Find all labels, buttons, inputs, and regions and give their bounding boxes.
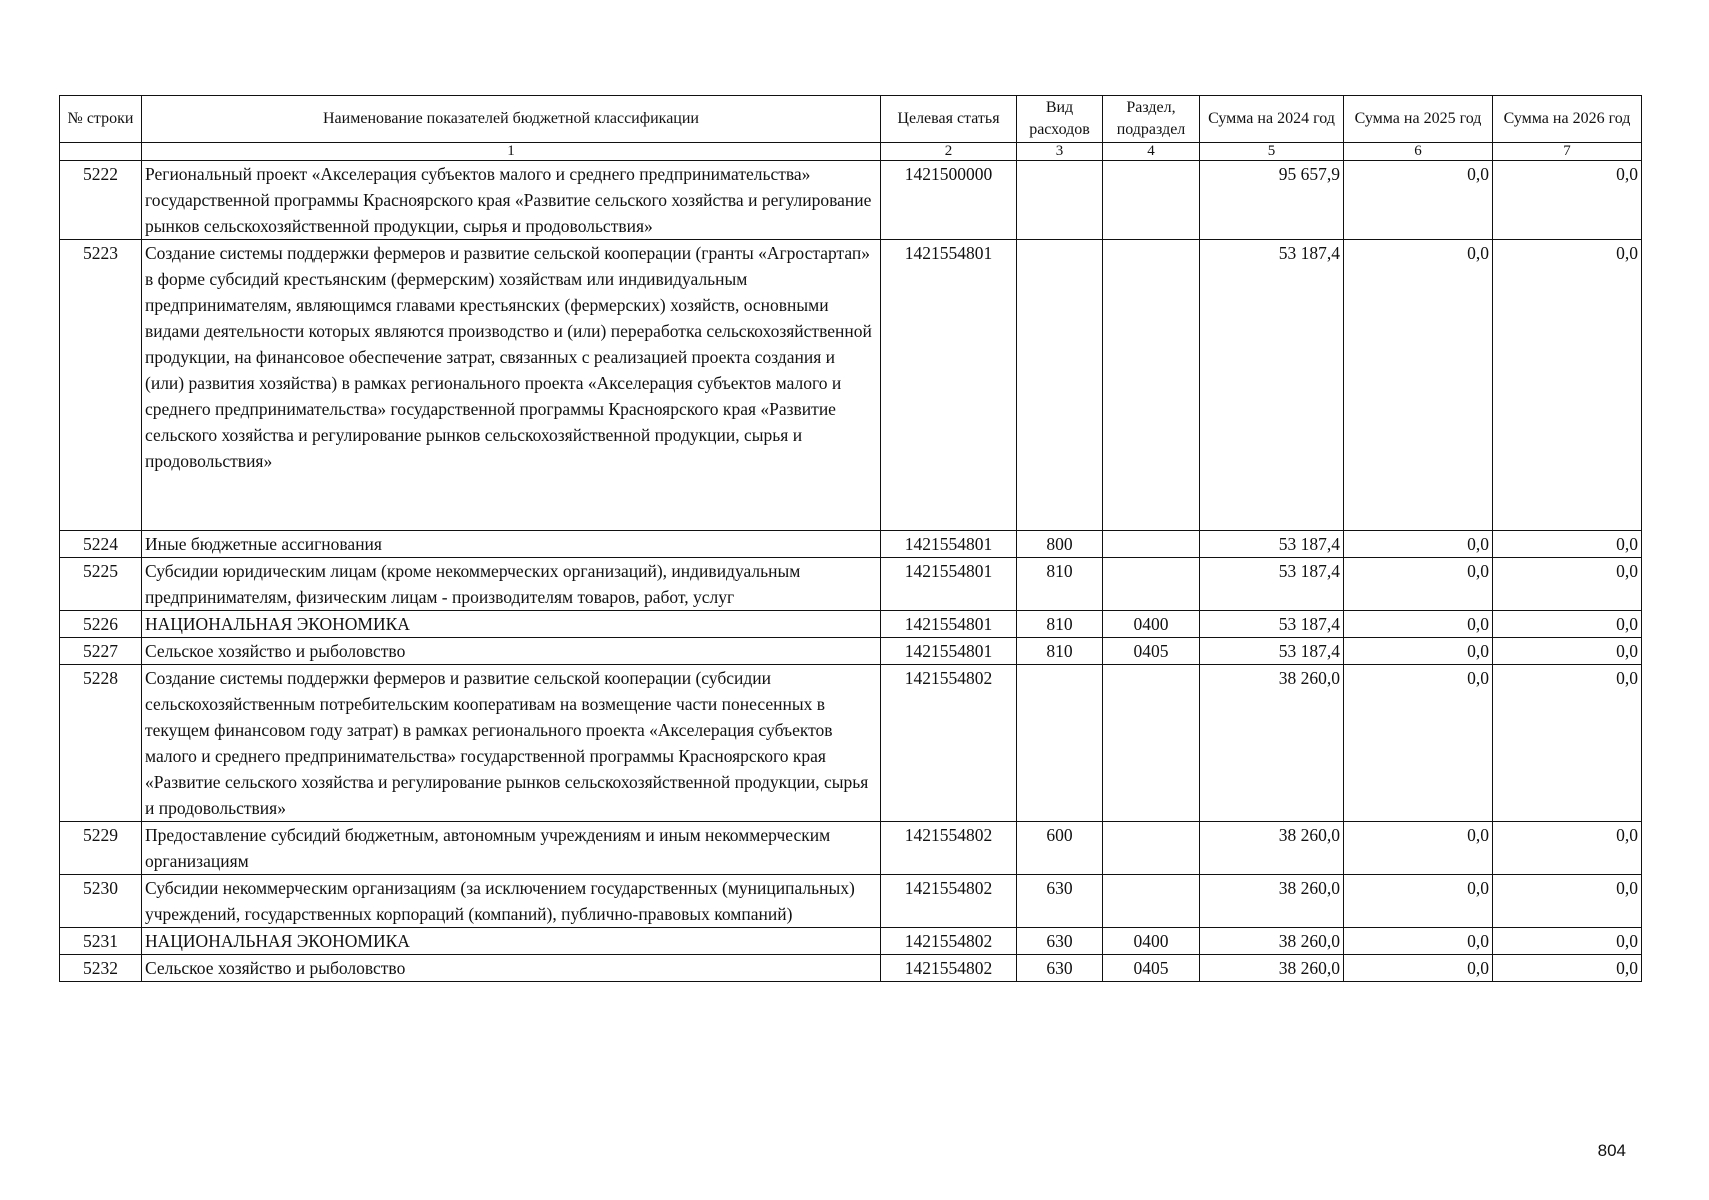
row-section — [1103, 875, 1200, 928]
row-expense-type: 630 — [1017, 955, 1103, 982]
row-section — [1103, 665, 1200, 822]
row-sum-2024: 38 260,0 — [1200, 875, 1344, 928]
table-row — [60, 638, 1642, 665]
header-sum-2024: Сумма на 2024 год — [1200, 96, 1344, 143]
row-number: 5223 — [60, 240, 142, 531]
row-sum-2025: 0,0 — [1344, 822, 1493, 875]
row-number: 5231 — [60, 928, 142, 955]
column-index-blank — [60, 143, 142, 161]
row-target-article: 1421554802 — [881, 875, 1017, 928]
table-row — [60, 875, 1642, 928]
row-sum-2025: 0,0 — [1344, 531, 1493, 558]
row-target-article: 1421554801 — [881, 638, 1017, 665]
row-target-article: 1421554802 — [881, 955, 1017, 982]
header-sum-2026: Сумма на 2026 год — [1493, 96, 1642, 143]
row-sum-2025: 0,0 — [1344, 875, 1493, 928]
row-name: Сельское хозяйство и рыболовство — [142, 638, 881, 665]
row-sum-2025: 0,0 — [1344, 558, 1493, 611]
row-sum-2026: 0,0 — [1493, 558, 1642, 611]
row-name: НАЦИОНАЛЬНАЯ ЭКОНОМИКА — [142, 928, 881, 955]
row-sum-2025: 0,0 — [1344, 161, 1493, 240]
row-number: 5229 — [60, 822, 142, 875]
row-number: 5226 — [60, 611, 142, 638]
column-index-2: 2 — [881, 143, 1017, 161]
row-name: Создание системы поддержки фермеров и развитие сельской кооперации (гранты «Агростартап» в форме субсидий крестьянским (фермерским) хозяйствам или индивидуальным предпринимателям, являющимся главами крестьянских (фермерских) хозяйств, основными видами деятельности которых являются производство и (или) переработка сельскохозяйственной продукции, на финансовое обеспечение затрат, связанных с реализацией проекта создания и (или) развития хозяйства) в рамках регионального проекта «Акселерация субъектов малого и среднего предпринимательства» государственной программы Красноярского края «Развитие сельского хозяйства и регулирование рынков сельскохозяйственной продукции, сырья и продовольствия» — [142, 240, 881, 531]
row-sum-2024: 95 657,9 — [1200, 161, 1344, 240]
row-number: 5228 — [60, 665, 142, 822]
table-header — [60, 96, 1642, 161]
row-sum-2024: 38 260,0 — [1200, 822, 1344, 875]
row-sum-2026: 0,0 — [1493, 928, 1642, 955]
table-row — [60, 611, 1642, 638]
table-row — [60, 531, 1642, 558]
row-target-article: 1421554801 — [881, 531, 1017, 558]
column-index-row — [60, 143, 1642, 161]
row-expense-type: 630 — [1017, 928, 1103, 955]
row-sum-2024: 53 187,4 — [1200, 638, 1344, 665]
row-expense-type: 630 — [1017, 875, 1103, 928]
row-expense-type — [1017, 161, 1103, 240]
row-section — [1103, 240, 1200, 531]
table-row — [60, 665, 1642, 822]
table-row — [60, 161, 1642, 240]
row-sum-2026: 0,0 — [1493, 161, 1642, 240]
row-section: 0400 — [1103, 611, 1200, 638]
row-section — [1103, 161, 1200, 240]
row-target-article: 1421500000 — [881, 161, 1017, 240]
header-row-number: № строки — [60, 96, 142, 143]
row-target-article: 1421554802 — [881, 822, 1017, 875]
row-number: 5222 — [60, 161, 142, 240]
row-name: Субсидии некоммерческим организациям (за исключением государственных (муниципальных) учреждений, государственных корпораций (компаний), публично-правовых компаний) — [142, 875, 881, 928]
row-expense-type: 810 — [1017, 638, 1103, 665]
row-target-article: 1421554802 — [881, 665, 1017, 822]
table-row — [60, 955, 1642, 982]
page-number: 804 — [1597, 1141, 1626, 1160]
budget-table — [59, 95, 1642, 982]
row-expense-type: 810 — [1017, 558, 1103, 611]
column-index-3: 3 — [1017, 143, 1103, 161]
row-expense-type: 800 — [1017, 531, 1103, 558]
row-number: 5232 — [60, 955, 142, 982]
row-name: Иные бюджетные ассигнования — [142, 531, 881, 558]
header-expense-type: Вид расходов — [1017, 96, 1103, 143]
row-sum-2026: 0,0 — [1493, 665, 1642, 822]
row-sum-2025: 0,0 — [1344, 240, 1493, 531]
column-index-4: 4 — [1103, 143, 1200, 161]
header-section: Раздел, подраздел — [1103, 96, 1200, 143]
row-target-article: 1421554801 — [881, 240, 1017, 531]
row-sum-2025: 0,0 — [1344, 665, 1493, 822]
row-sum-2026: 0,0 — [1493, 611, 1642, 638]
row-name: Создание системы поддержки фермеров и развитие сельской кооперации (субсидии сельскохозяйственным потребительским кооперативам на возмещение части понесенных в текущем финансовом году затрат) в рамках регионального проекта «Акселерация субъектов малого и среднего предпринимательства» государственной программы Красноярского края «Развитие сельского хозяйства и регулирование рынков сельскохозяйственной продукции, сырья и продовольствия» — [142, 665, 881, 822]
row-target-article: 1421554801 — [881, 611, 1017, 638]
row-section — [1103, 531, 1200, 558]
row-sum-2025: 0,0 — [1344, 928, 1493, 955]
row-section: 0405 — [1103, 638, 1200, 665]
row-name: Предоставление субсидий бюджетным, автономным учреждениям и иным некоммерческим организациям — [142, 822, 881, 875]
row-expense-type: 600 — [1017, 822, 1103, 875]
column-index-5: 5 — [1200, 143, 1344, 161]
row-sum-2024: 38 260,0 — [1200, 955, 1344, 982]
row-sum-2024: 53 187,4 — [1200, 611, 1344, 638]
row-sum-2024: 53 187,4 — [1200, 531, 1344, 558]
table-row — [60, 558, 1642, 611]
row-sum-2025: 0,0 — [1344, 638, 1493, 665]
row-sum-2026: 0,0 — [1493, 531, 1642, 558]
row-sum-2024: 53 187,4 — [1200, 240, 1344, 531]
table-row — [60, 240, 1642, 531]
row-section — [1103, 822, 1200, 875]
column-index-7: 7 — [1493, 143, 1642, 161]
column-index-6: 6 — [1344, 143, 1493, 161]
header-target-article: Целевая статья — [881, 96, 1017, 143]
row-name: НАЦИОНАЛЬНАЯ ЭКОНОМИКА — [142, 611, 881, 638]
row-sum-2026: 0,0 — [1493, 638, 1642, 665]
row-number: 5227 — [60, 638, 142, 665]
row-sum-2026: 0,0 — [1493, 822, 1642, 875]
row-number: 5224 — [60, 531, 142, 558]
column-index-1: 1 — [142, 143, 881, 161]
row-section — [1103, 558, 1200, 611]
row-name: Сельское хозяйство и рыболовство — [142, 955, 881, 982]
row-sum-2025: 0,0 — [1344, 955, 1493, 982]
row-sum-2024: 38 260,0 — [1200, 928, 1344, 955]
table-row — [60, 928, 1642, 955]
row-name: Субсидии юридическим лицам (кроме некоммерческих организаций), индивидуальным предпринимателям, физическим лицам - производителям товаров, работ, услуг — [142, 558, 881, 611]
header-name: Наименование показателей бюджетной классификации — [142, 96, 881, 143]
header-sum-2025: Сумма на 2025 год — [1344, 96, 1493, 143]
row-expense-type — [1017, 665, 1103, 822]
table-body — [60, 161, 1642, 982]
table-row — [60, 822, 1642, 875]
row-sum-2024: 38 260,0 — [1200, 665, 1344, 822]
row-sum-2026: 0,0 — [1493, 955, 1642, 982]
row-sum-2025: 0,0 — [1344, 611, 1493, 638]
row-target-article: 1421554802 — [881, 928, 1017, 955]
row-expense-type: 810 — [1017, 611, 1103, 638]
row-name: Региональный проект «Акселерация субъектов малого и среднего предпринимательства» государственной программы Красноярского края «Развитие сельского хозяйства и регулирование рынков сельскохозяйственной продукции, сырья и продовольствия» — [142, 161, 881, 240]
row-target-article: 1421554801 — [881, 558, 1017, 611]
row-sum-2026: 0,0 — [1493, 240, 1642, 531]
row-section: 0400 — [1103, 928, 1200, 955]
row-section: 0405 — [1103, 955, 1200, 982]
row-sum-2026: 0,0 — [1493, 875, 1642, 928]
row-number: 5225 — [60, 558, 142, 611]
row-sum-2024: 53 187,4 — [1200, 558, 1344, 611]
row-expense-type — [1017, 240, 1103, 531]
row-number: 5230 — [60, 875, 142, 928]
